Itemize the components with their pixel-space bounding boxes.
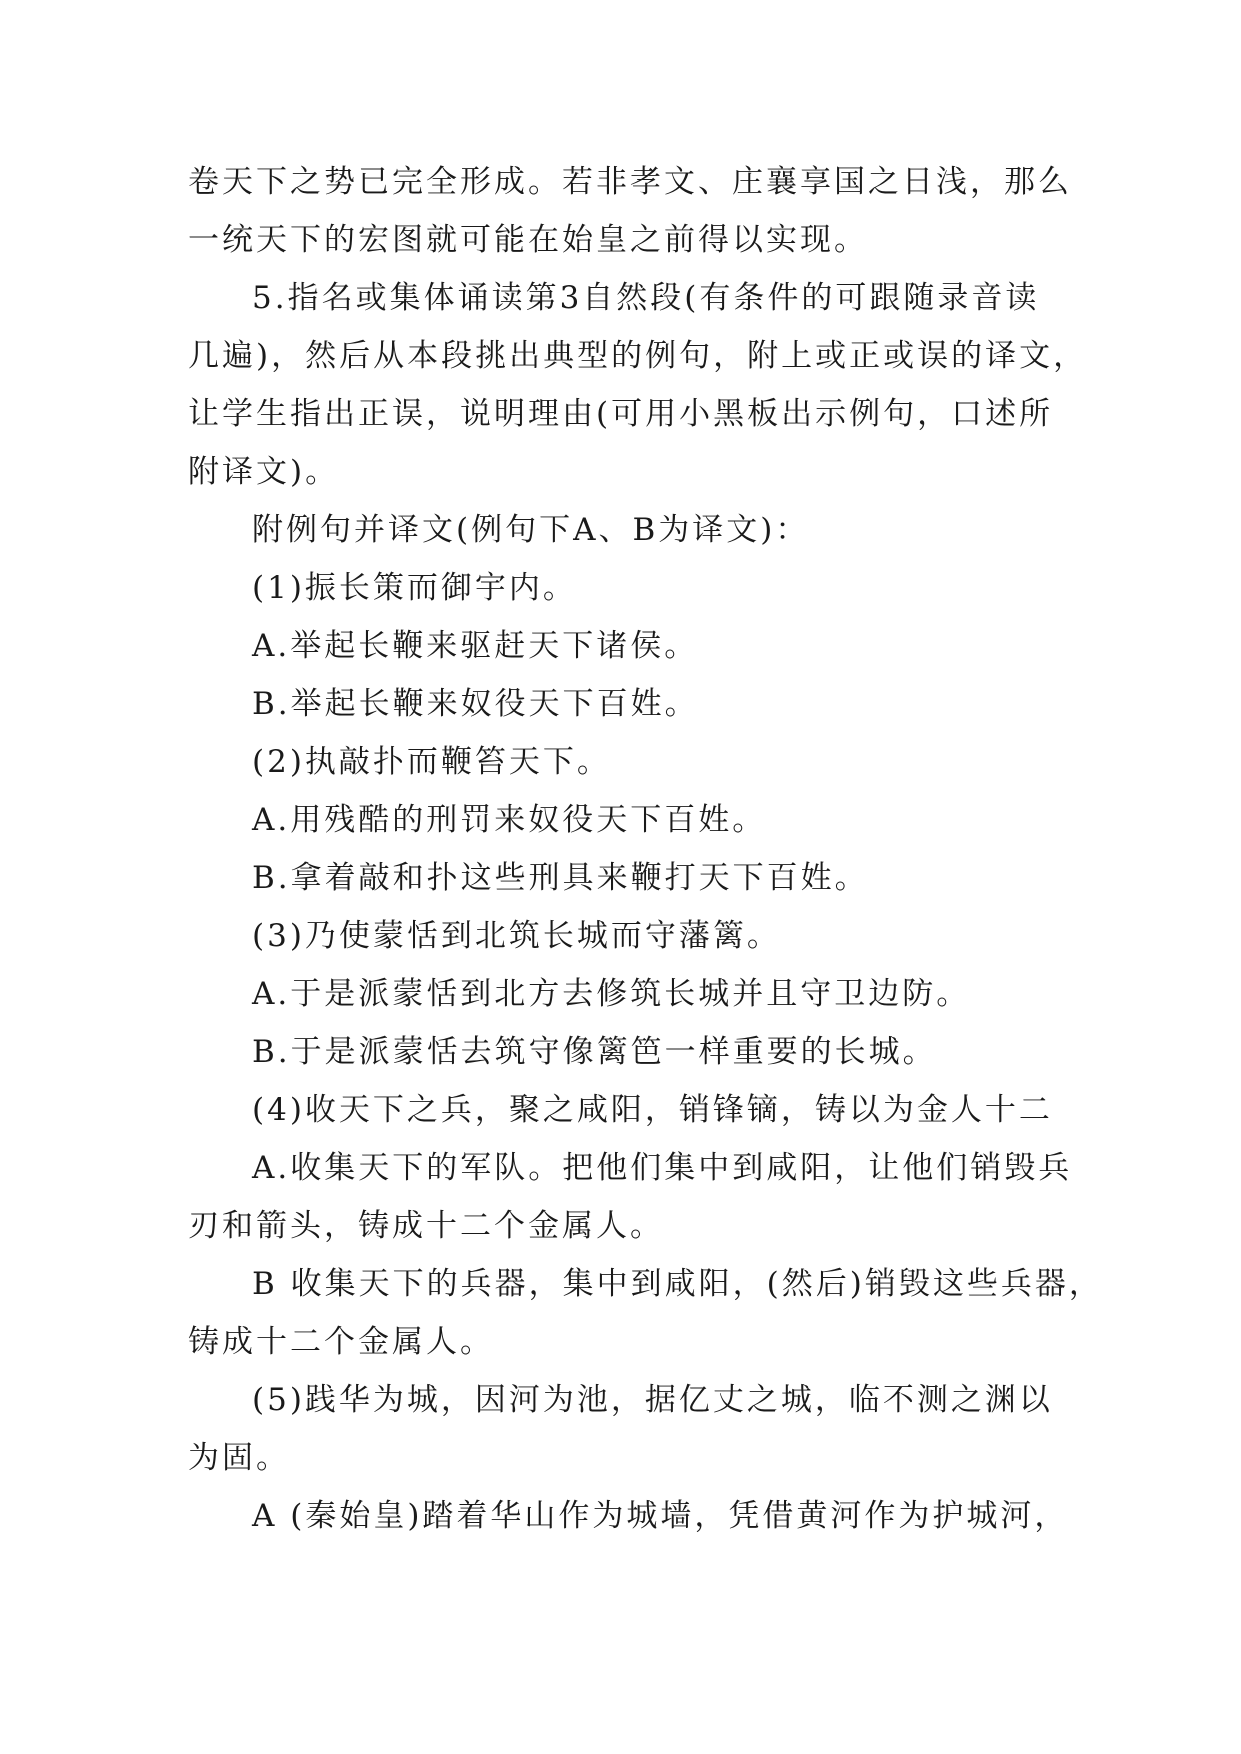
text-line: 铸成十二个金属人。	[188, 1324, 494, 1360]
text-line: A.收集天下的军队。把他们集中到咸阳，让他们销毁兵	[252, 1150, 1073, 1186]
text-line: 让学生指出正误，说明理由(可用小黑板出示例句，口述所	[188, 396, 1054, 432]
text-line: A.于是派蒙恬到北方去修筑长城并且守卫边防。	[252, 976, 971, 1012]
text-line: (4)收天下之兵，聚之咸阳，销锋镝，铸以为金人十二	[252, 1092, 1053, 1128]
text-line: (2)执敲扑而鞭笞天下。	[252, 744, 611, 780]
text-line: 5.指名或集体诵读第3自然段(有条件的可跟随录音读	[252, 280, 1040, 316]
text-line: 附例句并译文(例句下A、B为译文)：	[252, 512, 810, 548]
text-line: 刃和箭头，铸成十二个金属人。	[188, 1208, 664, 1244]
text-line: 附译文)。	[188, 454, 340, 490]
text-line: B.举起长鞭来奴役天下百姓。	[252, 686, 699, 722]
text-line: B 收集天下的兵器，集中到咸阳，(然后)销毁这些兵器，	[252, 1266, 1103, 1302]
text-line: A.用残酷的刑罚来奴役天下百姓。	[252, 802, 767, 838]
text-line: B.于是派蒙恬去筑守像篱笆一样重要的长城。	[252, 1034, 937, 1070]
text-line: A (秦始皇)踏着华山作为城墙，凭借黄河作为护城河，	[252, 1498, 1069, 1534]
text-line: 为固。	[188, 1440, 290, 1476]
text-line: 几遍)，然后从本段挑出典型的例句，附上或正或误的译文，	[188, 338, 1088, 374]
text-line: (5)践华为城，因河为池，据亿丈之城，临不测之渊以	[252, 1382, 1053, 1418]
text-line: A.举起长鞭来驱赶天下诸侯。	[252, 628, 699, 664]
text-line: B.拿着敲和扑这些刑具来鞭打天下百姓。	[252, 860, 869, 896]
text-line: 一统天下的宏图就可能在始皇之前得以实现。	[188, 222, 868, 258]
text-line: 卷天下之势已完全形成。若非孝文、庄襄享国之日浅，那么	[188, 164, 1072, 200]
text-line: (1)振长策而御宇内。	[252, 570, 577, 606]
text-line: (3)乃使蒙恬到北筑长城而守藩篱。	[252, 918, 781, 954]
